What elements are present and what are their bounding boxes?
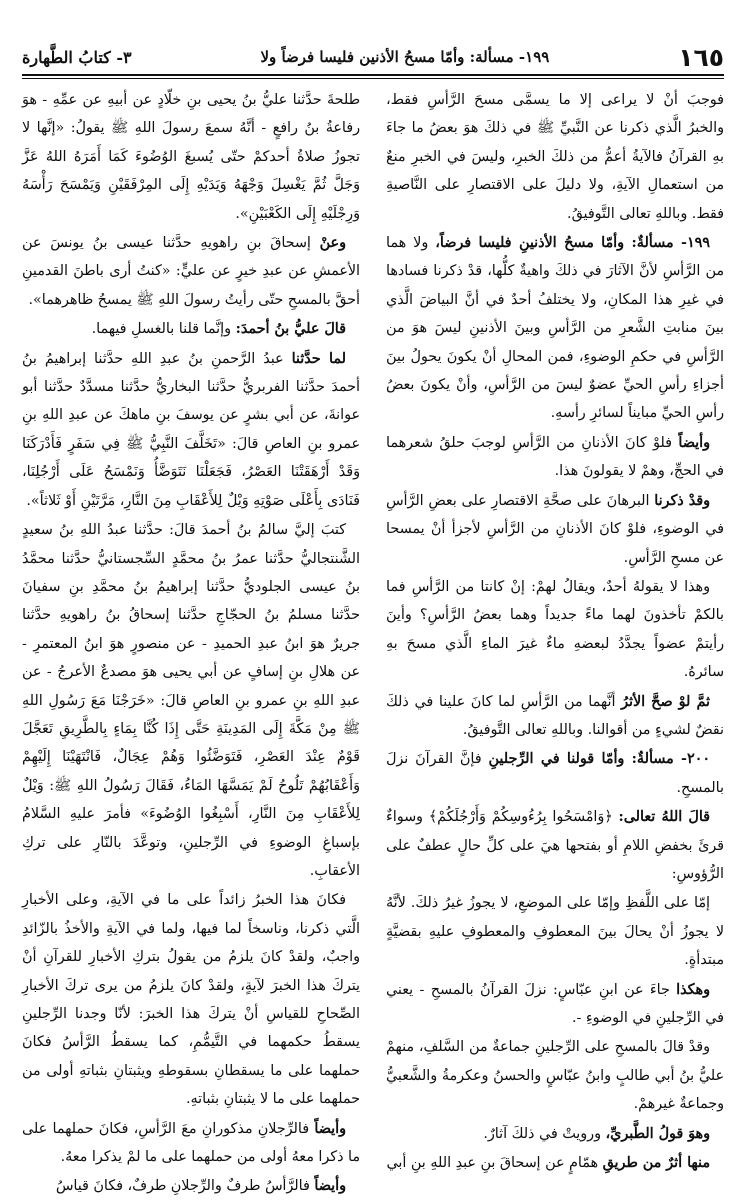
right-column <box>386 86 724 1172</box>
paragraph <box>22 886 360 1113</box>
page-header <box>22 40 724 76</box>
text-columns <box>22 86 724 1195</box>
paragraph <box>386 1120 724 1148</box>
paragraph-text: إسحاقَ بنِ راهويهِ حدَّثنا عيسى بنُ يونسَ عن الأعمشِ عن عبدِ خيرٍ عن عليٍّ: «كنتُ أرى باطنَ القدمينِ أحقَّ بالمسحِ حتّى رأيتُ رسولَ اللهِ ﷺ يمسحُ ظاهرهما». <box>22 235 360 308</box>
paragraph-text: فكانَ هذا الخبرُ زائداً على ما في الآيةِ، وعلى الأخبارِ الَّتي ذكرنا، وناسخاً لما فيها، ولما في الآيةِ والأخذُ بالزّائدِ واجبٌ، ولقدْ كانَ يلزمُ من يقولُ بتركِ الأخبارِ للقرآنِ أنْ يتركَ هذا الخبرَ لآيةٍ، ولقدْ كانَ يلزمُ من يرى تركَ الأخبارِ الصِّحاحِ للقياسِ أنْ يتركَ هذا الخبرَ: لأنّا وجدنا الرِّجلينِ يسقطُ حكمهما في التَّيمُّمِ، كما يسقطُ الرَّأسُ فكانَ حملهما على ما يسقطانِ بسقوطهِ ويثبتانِ بثباتهِ أولى من حملهما على ما لا يثبتانِ بثباتهِ. <box>22 892 360 1108</box>
paragraph-text: فإنَّ القرآنَ نزلَ بالمسحِ. <box>386 751 724 796</box>
paragraph-text: جاءَ عن ابنِ عبّاسٍ: نزلَ القرآنُ بالمسحِ - يعني في الرِّجلينِ في الوضوءِ -. <box>386 981 724 1026</box>
page-number: ١٦٥ <box>678 42 724 72</box>
paragraph-lead: قالَ عليُّ بنُ أحمدَ: <box>235 321 346 338</box>
paragraph-lead: ١٩٩- مسألةٌ: وأمّا مسحُ الأذنينِ فليسا فرضاً، <box>435 235 710 252</box>
paragraph-text: أنَّهما من الرَّأسِ لما كانَ علينا في ذلكَ نقضٌ لشيءٍ من أقوالنا. وباللهِ تعالى التَّوفيقُ. <box>386 693 724 738</box>
paragraph-text: همّامٍ عن إسحاقَ بنِ عبدِ اللهِ بنِ أبي <box>386 1155 603 1172</box>
book-title: ٣- كتابُ الطَّهارة <box>22 47 132 67</box>
paragraph <box>22 315 360 343</box>
paragraph-text: وقدْ قالَ بالمسحِ على الرِّجلينِ جماعةٌ من السَّلفِ، منهمْ عليُّ بنُ أبي طالبٍ وابنُ عبّاسٍ والحسنُ وعكرمةُ والشَّعبيُّ وجماعةٌ غيرهمْ. <box>386 1039 724 1113</box>
paragraph <box>386 573 724 687</box>
running-title: ١٩٩- مسألة: وأمّا مسحُ الأذنين فليسا فرضاً ولا <box>260 48 550 66</box>
paragraph-lead: وقدْ ذكرنا <box>654 492 710 509</box>
paragraph-text: عبدُ الرَّحمنِ بنُ عبدِ اللهِ حدَّثنا إبراهيمُ بنُ أحمدَ حدَّثنا الفربريُّ حدَّثنا البخاريُّ حدَّثنا مسدَّدٌ حدَّثنا أبو عوانةَ، عن أبي بشرٍ عن يوسفَ بنِ ماهكَ عن عبدِ اللهِ بنِ عمرو بنِ العاصِ قالَ: «تَخَلَّفَ النَّبِيُّ ﷺ فِي سَفَرٍ فَأَدْرَكَنَا وَقَدْ أَرْهَقَتْنَا العَصْرُ، فَجَعَلْنَا نَتَوَضَّأُ وَنَمْسَحُ عَلَى أَرْجُلِنَا، فَنَادَى بِأَعْلَى صَوْتِهِ وَيْلٌ لِلأَعْقَابِ مِنَ النَّارِ، مَرَّتَيْنِ أَوْ ثَلاثاً». <box>22 350 360 509</box>
paragraph <box>22 1115 360 1172</box>
header-rule <box>22 78 724 79</box>
paragraph-lead: ثمَّ لوْ صحَّ الأثرُ <box>621 693 710 710</box>
paragraph-text: البرهانَ على صحَّةِ الاقتصارِ على بعضِ الرَّأسِ في الوضوءِ، فلوْ كانَ الأذنانِ من الرَّأسِ لأجزأ أنْ يمسحا عن مسحِ الرَّأسِ. <box>386 492 724 566</box>
paragraph-text: ورويتْ في ذلكَ آثارٌ. <box>483 1125 606 1142</box>
paragraph-lead: وأيضاً <box>678 434 710 451</box>
paragraph <box>386 1033 724 1118</box>
paragraph <box>386 229 724 428</box>
paragraph-lead: وهوَ قولُ الطَّبريِّ، <box>605 1125 710 1142</box>
paragraph-text: إمّا على اللَّفظِ وإمّا على الموضعِ، لا يجوزُ غيرُ ذلكَ. لأنَّهُ لا يجوزُ أنْ يحالَ بينَ المعطوفِ والمعطوفِ عليهِ بقضيَّةٍ مبتدأةٍ. <box>386 895 724 969</box>
paragraph-text: طلحةَ حدَّثنا عليُّ بنُ يحيى بنِ خلّادٍ عن أبيهِ عن عمِّهِ - هوَ رفاعةُ بنُ رافعٍ - أنَّهُ سمعَ رسولَ اللهِ ﷺ يقولُ: «إنَّها لا تجوزُ صلاةُ أحدكمْ حتّى يُسبغَ الوُضُوءَ كَمَا أَمَرَهُ اللهُ عَزَّ وَجَلَّ ثُمَّ يَغْسِلَ وَجْهَهُ وَيَدَيْهِ إِلَى المِرْفَقَيْنِ وَيَمْسَحَ رَأْسَهُ وَرِجْلَيْهِ إِلَى الكَعْبَيْنِ». <box>22 92 360 222</box>
paragraph <box>386 86 724 228</box>
paragraph <box>22 86 360 228</box>
paragraph <box>22 345 360 515</box>
left-column <box>22 86 360 1195</box>
paragraph-lead: وهكذا <box>676 981 710 998</box>
paragraph-lead: منها أثرٌ من طريقِ <box>602 1155 710 1172</box>
paragraph-lead: قالَ اللهُ تعالى: <box>618 809 711 826</box>
paragraph-text: وإنَّما قلنا بالغسلِ فيهما. <box>91 321 236 338</box>
paragraph-lead: ٢٠٠- مسألةٌ: وأمّا قولنا في الرِّجلينِ <box>488 751 711 768</box>
paragraph <box>386 1149 724 1177</box>
paragraph <box>386 889 724 974</box>
paragraph <box>386 688 724 745</box>
paragraph <box>386 745 724 802</box>
paragraph-text: فالرَّأسُ طرفٌ والرِّجلانِ طرفٌ، فكانَ قياسُ <box>55 1178 315 1195</box>
paragraph-text: وهذا لا يقولهُ أحدٌ، ويقالُ لهمْ: إنْ كانتا من الرَّأسِ فما بالكمْ تأخذونَ لهما ماءً جديداً وهما بعضُ الرَّأسِ؟ وأينَ رأيتمْ عضواً يجدَّدُ لبعضهِ ماءٌ غيرَ الماءِ الَّذي مسحَ بهِ سائرهُ. <box>386 578 724 681</box>
paragraph <box>386 487 724 572</box>
paragraph-text: ﴿وَامْسَحُوا بِرُءُوسِكُمْ وَأَرْجُلَكُمْ﴾ وسواءٌ قرئَ بخفضِ اللامِ أو بفتحها هيَ على كلِّ حالٍ عطفٌ على الرُّؤوسِ: <box>386 809 724 882</box>
paragraph-lead: وعنْ <box>319 235 346 252</box>
paragraph <box>386 976 724 1033</box>
paragraph <box>386 803 724 888</box>
paragraph <box>386 429 724 486</box>
paragraph-text: كتبَ إليَّ سالمُ بنُ أحمدَ قالَ: حدَّثنا عبدُ اللهِ بنُ سعيدٍ الشَّنتجاليُّ حدَّثنا عمرُ بنُ محمَّدٍ السِّجستانيُّ حدَّثنا محمَّدُ بنُ عيسى الجلوديُّ حدَّثنا إبراهيمُ بنُ محمَّدِ بنِ سفيانَ حدَّثنا مسلمُ بنُ الحجّاجِ حدَّثنا إسحاقُ بنُ راهويهِ حدَّثنا جريرٌ هوَ ابنُ عبدِ الحميدِ - عن منصورٍ هوَ ابنُ المعتمرِ - عن هلالِ بنِ إسافٍ عن أبي يحيى هوَ مصدعٌ الأعرجُ - عن عبدِ اللهِ بنِ عمرو بنِ العاصِ قالَ: «خَرَجْنَا مَعَ رَسُولِ اللهِ ﷺ مِنْ مَكَّةَ إِلَى المَدِينَةِ حَتَّى إِذَا كُنَّا بِمَاءٍ بِالطَّرِيقِ تَعَجَّلَ قَوْمٌ عِنْدَ العَصْرِ، فَتَوَضَّئُوا وَهُمْ عِجَالٌ، فَانْتَهَيْنَا إِلَيْهِمْ وَأَعْقَابُهُمْ تَلُوحُ لَمْ يَمَسَّهَا المَاءُ، فَقَالَ رَسُولُ اللهِ ﷺ: وَيْلٌ لِلأَعْقَابِ مِنَ النَّارِ، أَسْبِغُوا الوُضُوءَ» فأمرَ عليهِ السَّلامُ بإسباغِ الوضوءِ في الرِّجلينِ، وتوعَّدَ بالنّارِ على تركِ الأعقابِ. <box>22 522 360 879</box>
paragraph <box>22 516 360 885</box>
paragraph-lead: وأيضاً <box>314 1120 346 1137</box>
paragraph <box>22 229 360 314</box>
paragraph-text: ولا هما من الرَّأسِ لأنَّ الآثارَ في ذلكَ واهيةٌ كلُّها، قدْ ذكرنا فسادها في غيرِ هذا المكانِ، ولا يختلفُ أحدٌ في أنَّ البياضَ الَّذي بينَ منابتِ الشَّعرِ من الرَّأسِ وبينَ الأذنينِ ليسَ هوَ من الرَّأسِ في حكمِ الوضوءِ، فمن المحالِ أنْ يكونَ يحولُ بينَ أجزاءِ رأسِ الحيِّ عضوٌ ليسَ من الرَّأسِ، وأنْ يكونَ بعضُ رأسِ الحيِّ مبايناً لسائرِ رأسهِ. <box>386 235 724 422</box>
paragraph-text: فوجبَ أنْ لا يراعى إلا ما يسمَّى مسحَ الرَّأسِ فقط، والخبرُ الَّذي ذكرنا عن النَّبيِّ ﷺ في ذلكَ هوَ بعضُ ما جاءَ بهِ القرآنُ فالآيةُ أعمُّ من ذلكَ الخبرِ، وليسَ في الخبرِ منعٌ من استعمالِ الآيةِ، ولا دليلَ على الاقتصارِ على النَّاصيةِ فقط. وباللهِ تعالى التَّوفيقُ. <box>386 92 724 222</box>
paragraph-text: فالرِّجلانِ مذكورانِ معَ الرَّأسِ، فكانَ حملهما على ما ذكرا معهُ أولى من حملهما على ما لمْ يذكرا معهُ. <box>22 1120 360 1166</box>
paragraph <box>22 1172 360 1200</box>
paragraph-lead: لما حدَّثنا <box>291 350 346 367</box>
paragraph-lead: وأيضاً <box>314 1178 346 1195</box>
paragraph-text: فلوْ كانَ الأذنانِ من الرَّأسِ لوجبَ حلقُ شعرهما في الحجِّ، وهمْ لا يقولونَ هذا. <box>386 434 724 480</box>
